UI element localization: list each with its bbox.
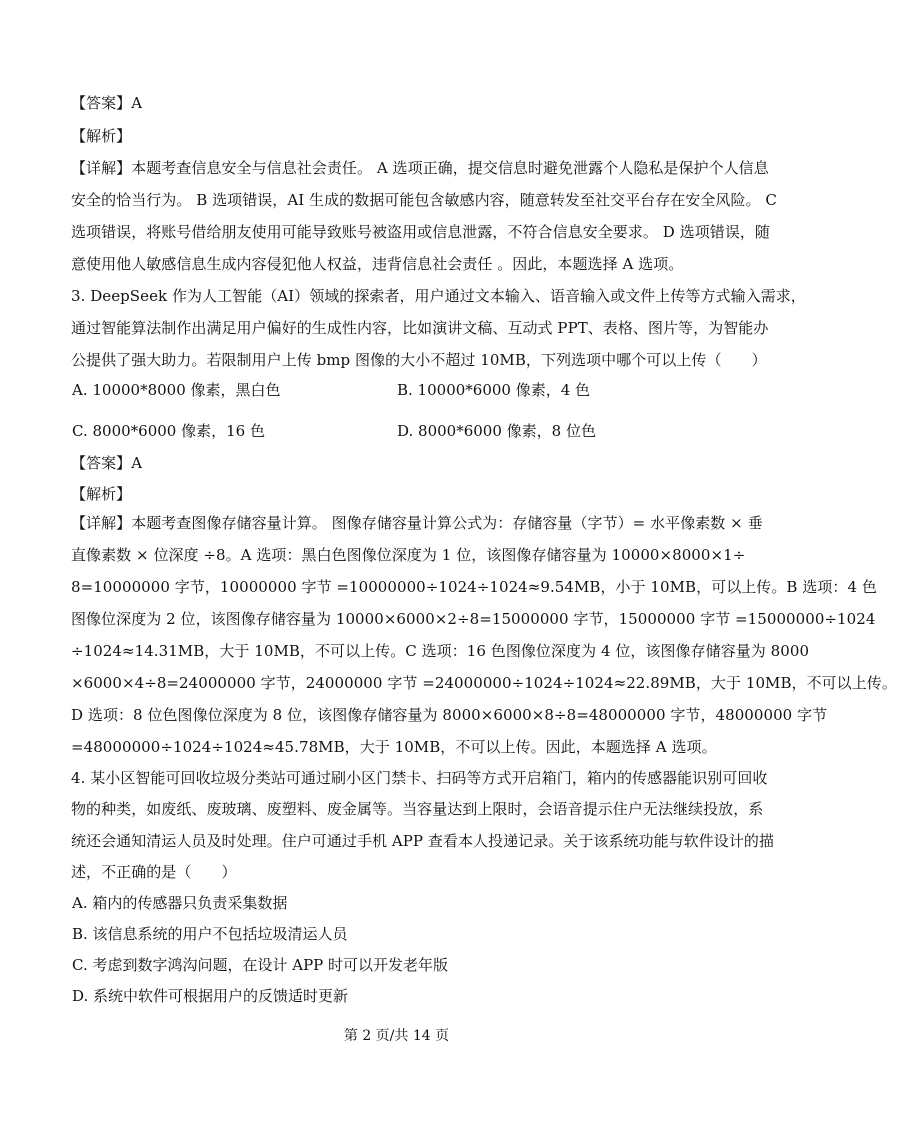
- question-stem-line: 述，不正确的是（ ）: [71, 863, 237, 881]
- detail-line: 选项错误，将账号借给朋友使用可能导致账号被盗用或信息泄露，不符合信息安全要求。 D 选项错误，随: [71, 223, 770, 241]
- detail-line: D 选项：8 位色图像位深度为 8 位，该图像存储容量为 8000×6000×8÷8=48000000 字节，48000000 字节: [71, 706, 828, 724]
- option-c: C. 8000*6000 像素，16 色: [72, 422, 265, 440]
- detail-line: ÷1024≈14.31MB，大于 10MB，不可以上传。C 选项：16 色图像位深度为 4 位，该图像存储容量为 8000: [71, 642, 810, 660]
- option-a: A. 箱内的传感器只负责采集数据: [72, 894, 288, 912]
- option-d: D. 系统中软件可根据用户的反馈适时更新: [72, 987, 349, 1005]
- page-number: 第 2 页/共 14 页: [343, 1028, 450, 1044]
- detail-line: 8=10000000 字节，10000000 字节 =10000000÷1024÷1024≈9.54MB，小于 10MB，可以上传。B 选项：4 色: [71, 578, 877, 596]
- option-b: B. 该信息系统的用户不包括垃圾清运人员: [72, 925, 348, 943]
- detail-line: 直像素数 × 位深度 ÷8。A 选项：黑白色图像位深度为 1 位，该图像存储容量为 10000×8000×1÷: [71, 546, 746, 564]
- detail-line: 【详解】本题考查图像存储容量计算。 图像存储容量计算公式为：存储容量（字节）= 水平像素数 × 垂: [71, 514, 763, 532]
- analysis-label: 【解析】: [71, 127, 132, 145]
- detail-line: 意使用他人敏感信息生成内容侵犯他人权益，违背信息社会责任 。因此，本题选择 A 选项。: [71, 255, 684, 273]
- detail-line: 【详解】本题考查信息安全与信息社会责任。 A 选项正确，提交信息时避免泄露个人隐私是保护个人信息: [71, 159, 769, 177]
- detail-line: ×6000×4÷8=24000000 字节，24000000 字节 =24000000÷1024÷1024≈22.89MB，大于 10MB，不可以上传。: [71, 674, 897, 692]
- detail-line: 图像位深度为 2 位，该图像存储容量为 10000×6000×2÷8=15000000 字节，15000000 字节 =15000000÷1024: [71, 610, 876, 628]
- question-stem-line: 4. 某小区智能可回收垃圾分类站可通过刷小区门禁卡、扫码等方式开启箱门，箱内的传感器能识别可回收: [71, 769, 768, 787]
- answer-label: 【答案】A: [71, 454, 143, 472]
- question-stem-line: 3. DeepSeek 作为人工智能（AI）领域的探索者，用户通过文本输入、语音输入或文件上传等方式输入需求，: [71, 287, 806, 305]
- analysis-label: 【解析】: [71, 485, 132, 503]
- option-a: A. 10000*8000 像素，黑白色: [72, 381, 281, 399]
- question-stem-line: 公提供了强大助力。若限制用户上传 bmp 图像的大小不超过 10MB，下列选项中哪个可以上传（ ）: [71, 351, 767, 369]
- question-stem-line: 物的种类，如废纸、废玻璃、废塑料、废金属等。当容量达到上限时，会语音提示住户无法继续投放，系: [71, 800, 764, 818]
- detail-line: 安全的恰当行为。 B 选项错误，AI 生成的数据可能包含敏感内容，随意转发至社交平台存在安全风险。 C: [71, 191, 777, 209]
- answer-label: 【答案】A: [71, 94, 143, 112]
- question-stem-line: 统还会通知清运人员及时处理。住户可通过手机 APP 查看本人投递记录。关于该系统功能与软件设计的描: [71, 832, 775, 850]
- option-d: D. 8000*6000 像素，8 位色: [397, 422, 596, 440]
- detail-line: =48000000÷1024÷1024≈45.78MB，大于 10MB，不可以上传。因此，本题选择 A 选项。: [71, 738, 717, 756]
- question-stem-line: 通过智能算法制作出满足用户偏好的生成性内容，比如演讲文稿、互动式 PPT、表格、图片等，为智能办: [71, 319, 769, 337]
- option-b: B. 10000*6000 像素，4 色: [397, 381, 591, 399]
- option-c: C. 考虑到数字鸿沟问题，在设计 APP 时可以开发老年版: [72, 956, 449, 974]
